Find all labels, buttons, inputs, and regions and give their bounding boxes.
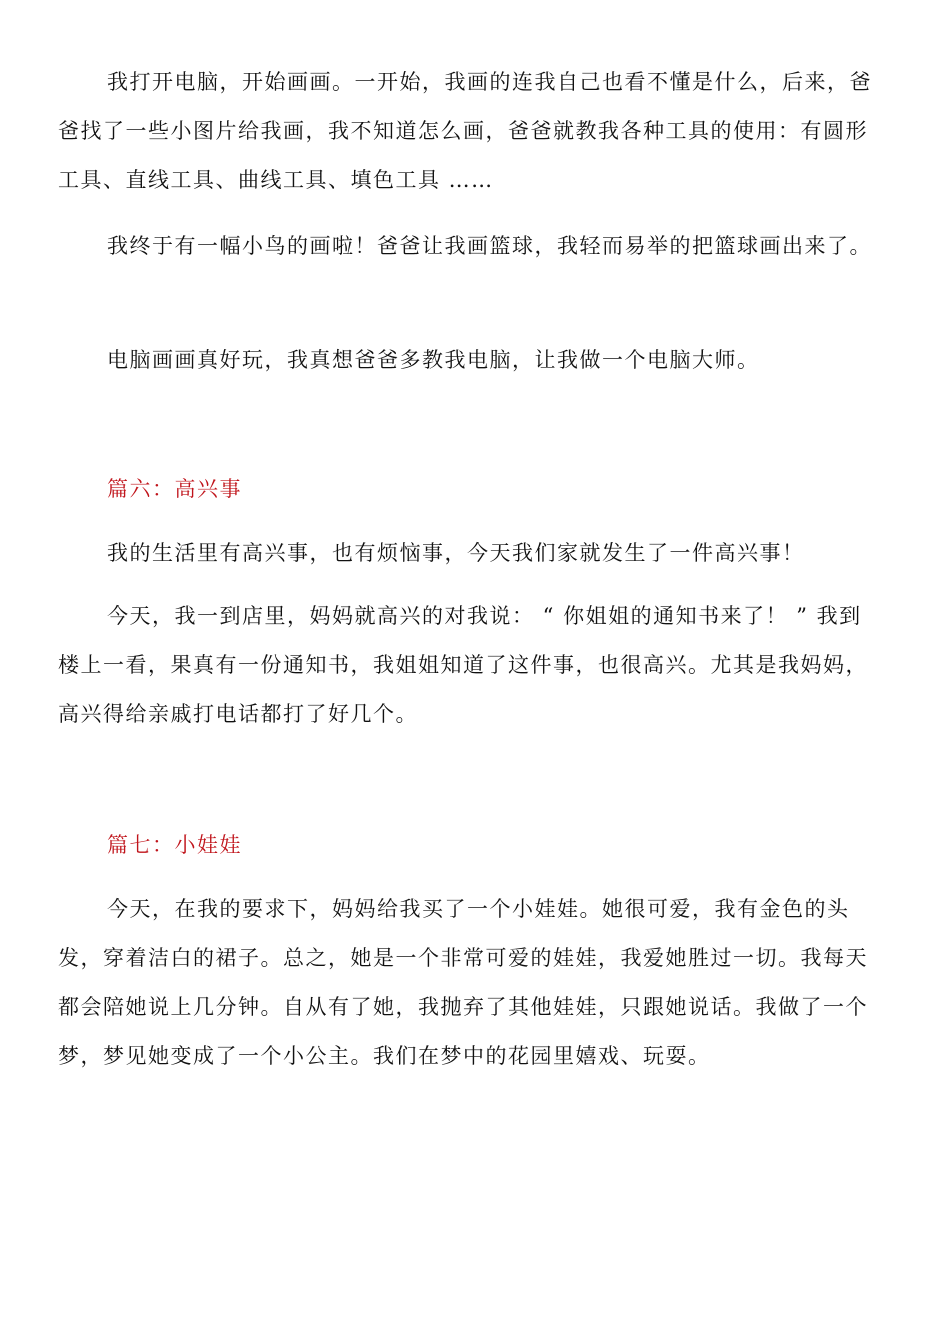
paragraph-admission-notice: 今天，我一到店里，妈妈就高兴的对我说： “ 你姐姐的通知书来了！ ” 我到楼上一看，果真有一份通知书，我姐姐知道了这件事，也很高兴。尤其是我妈妈，高兴得给亲戚打电话都打了好几个。 <box>58 604 868 726</box>
paragraph-happy-event-intro: 我的生活里有高兴事，也有烦恼事，今天我们家就发生了一件高兴事！ <box>107 541 805 565</box>
section-heading-happy-event: 篇六：高兴事 <box>107 477 242 501</box>
paragraph-bird-drawing: 我终于有一幅小鸟的画啦！爸爸让我画篮球，我轻而易举的把篮球画出来了。 <box>107 234 872 258</box>
paragraph-drawing-on-computer: 我打开电脑，开始画画。一开始，我画的连我自己也看不懂是什么，后来，爸爸找了一些小图片给我画，我不知道怎么画，爸爸就教我各种工具的使用：有圆形工具、直线工具、曲线工具、填色工具 …… <box>58 70 872 192</box>
section-heading-little-doll: 篇七：小娃娃 <box>107 833 242 857</box>
paragraph-computer-master: 电脑画画真好玩，我真想爸爸多教我电脑，让我做一个电脑大师。 <box>107 348 760 372</box>
paragraph-little-doll: 今天，在我的要求下，妈妈给我买了一个小娃娃。她很可爱，我有金色的头发，穿着洁白的裙子。总之，她是一个非常可爱的娃娃，我爱她胜过一切。我每天都会陪她说上几分钟。自从有了她，我抛弃了其他娃娃，只跟她说话。我做了一个梦，梦见她变成了一个小公主。我们在梦中的花园里嬉戏、玩耍。 <box>58 897 868 1068</box>
